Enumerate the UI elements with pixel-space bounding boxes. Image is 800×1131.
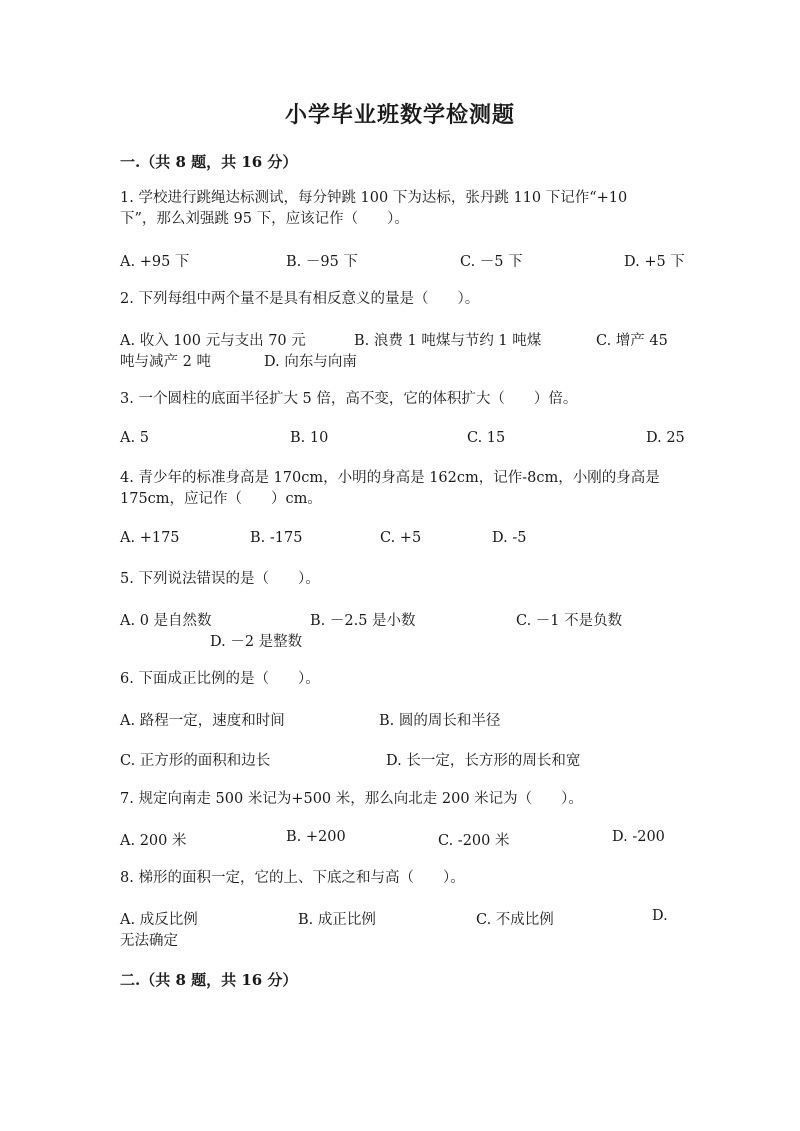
- question-1-line-1: 1. 学校进行跳绳达标测试，每分钟跳 100 下为达标，张丹跳 110 下记作“+10: [120, 190, 628, 206]
- question-2-option-d: D. 向东与向南: [264, 354, 357, 370]
- question-4-line-1: 4. 青少年的标准身高是 170cm，小明的身高是 162cm，记作-8cm，小刚的身高是: [120, 470, 660, 486]
- question-5-option-c: C. －1 不是负数: [516, 613, 623, 629]
- question-8-option-d: D.: [652, 908, 668, 924]
- question-8-option-a: A. 成反比例: [120, 912, 198, 928]
- question-7-option-d: D. -200: [612, 829, 665, 845]
- question-2-option-c: C. 增产 45: [596, 333, 668, 349]
- question-3-option-b: B. 10: [290, 430, 329, 446]
- question-6-option-b: B. 圆的周长和半径: [379, 713, 501, 729]
- question-5-option-b: B. －2.5 是小数: [310, 613, 416, 629]
- question-4-line-2: 175cm，应记作（ ）cm。: [120, 491, 322, 507]
- question-8-option-d-continued: 无法确定: [120, 933, 178, 949]
- question-6-option-a: A. 路程一定，速度和时间: [120, 713, 285, 729]
- question-6-option-d: D. 长一定，长方形的周长和宽: [386, 753, 581, 769]
- question-1-option-d: D. +5 下: [624, 254, 685, 270]
- question-5-option-d: D. －2 是整数: [210, 634, 303, 650]
- question-5-option-a: A. 0 是自然数: [120, 613, 212, 629]
- question-6-line-1: 6. 下面成正比例的是（ ）。: [120, 671, 320, 687]
- question-5-line-1: 5. 下列说法错误的是（ ）。: [120, 571, 320, 587]
- question-4-option-a: A. +175: [120, 530, 180, 546]
- question-2-option-b: B. 浪费 1 吨煤与节约 1 吨煤: [354, 333, 542, 349]
- question-7-option-a: A. 200 米: [120, 833, 187, 849]
- question-2-line-1: 2. 下列每组中两个量不是具有相反意义的量是（ ）。: [120, 291, 480, 307]
- section-heading-1: 一.（共 8 题，共 16 分）: [120, 153, 298, 171]
- question-8-option-b: B. 成正比例: [298, 912, 376, 928]
- page-title: 小学毕业班数学检测题: [284, 102, 515, 128]
- question-7-line-1: 7. 规定向南走 500 米记为+500 米，那么向北走 200 米记为（ ）。: [120, 791, 583, 807]
- question-1-option-a: A. +95 下: [120, 254, 190, 270]
- section-heading-2: 二.（共 8 题，共 16 分）: [120, 971, 298, 989]
- question-7-option-b: B. +200: [286, 829, 346, 845]
- question-4-option-c: C. +5: [380, 530, 422, 546]
- question-2-option-a: A. 收入 100 元与支出 70 元: [120, 333, 306, 349]
- question-7-option-c: C. -200 米: [438, 833, 510, 849]
- question-1-option-c: C. －5 下: [460, 254, 523, 270]
- question-8-line-1: 8. 梯形的面积一定，它的上、下底之和与高（ ）。: [120, 870, 465, 886]
- question-3-option-a: A. 5: [120, 430, 149, 446]
- question-3-option-c: C. 15: [467, 430, 506, 446]
- question-3-line-1: 3. 一个圆柱的底面半径扩大 5 倍，高不变，它的体积扩大（ ）倍。: [120, 391, 578, 407]
- question-3-option-d: D. 25: [646, 430, 685, 446]
- question-4-option-d: D. -5: [492, 530, 527, 546]
- question-6-option-c: C. 正方形的面积和边长: [120, 753, 271, 769]
- question-1-line-2: 下”，那么刘强跳 95 下，应该记作（ ）。: [120, 211, 409, 227]
- question-1-option-b: B. －95 下: [286, 254, 358, 270]
- question-8-option-c: C. 不成比例: [476, 912, 554, 928]
- question-4-option-b: B. -175: [250, 530, 303, 546]
- question-2-option-c-continued: 吨与减产 2 吨: [120, 354, 211, 370]
